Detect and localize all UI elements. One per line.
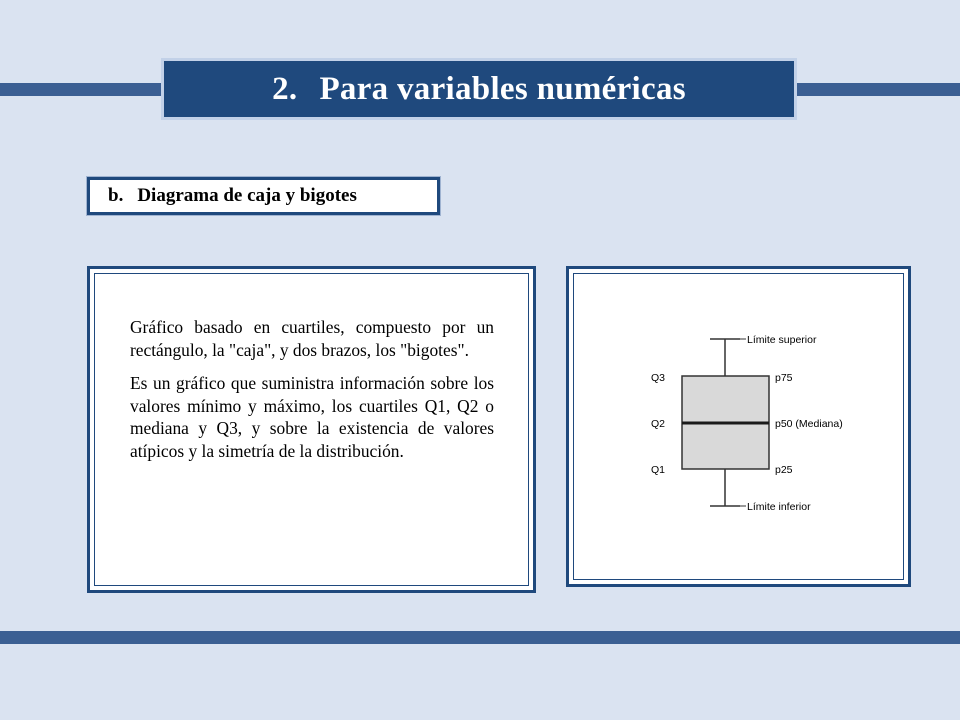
label-p50: p50 (Mediana) [775, 418, 843, 430]
subtitle-text: Diagrama de caja y bigotes [137, 185, 357, 206]
label-q2: Q2 [651, 418, 666, 430]
label-q3: Q3 [651, 372, 666, 384]
diagram-panel [566, 266, 911, 587]
description-text [130, 316, 494, 473]
label-upper-limit: Límite superior [747, 334, 817, 346]
description-panel [87, 266, 536, 593]
slide-title [161, 58, 797, 120]
bottom-rule [0, 631, 960, 644]
subtitle-letter: b. [108, 185, 124, 206]
label-p25: p25 [775, 464, 793, 476]
label-lower-limit: Límite inferior [747, 501, 811, 513]
description-paragraph-2: Es un gráfico que suministra información sobre los valores mínimo y máximo, los cuartiles Q1, Q2 o mediana y Q3, y sobre la existencia de valores atípicos y la simetría de la distribución. [130, 373, 494, 461]
section-subtitle [87, 177, 440, 215]
title-number: 2. [272, 70, 298, 107]
title-text: Para variables numéricas [319, 70, 686, 107]
description-paragraph-1: Gráfico basado en cuartiles, compuesto por un rectángulo, la "caja", y dos brazos, los "bigotes". [130, 317, 494, 360]
label-q1: Q1 [651, 464, 666, 476]
box-plot-diagram [569, 269, 908, 584]
label-p75: p75 [775, 372, 793, 384]
